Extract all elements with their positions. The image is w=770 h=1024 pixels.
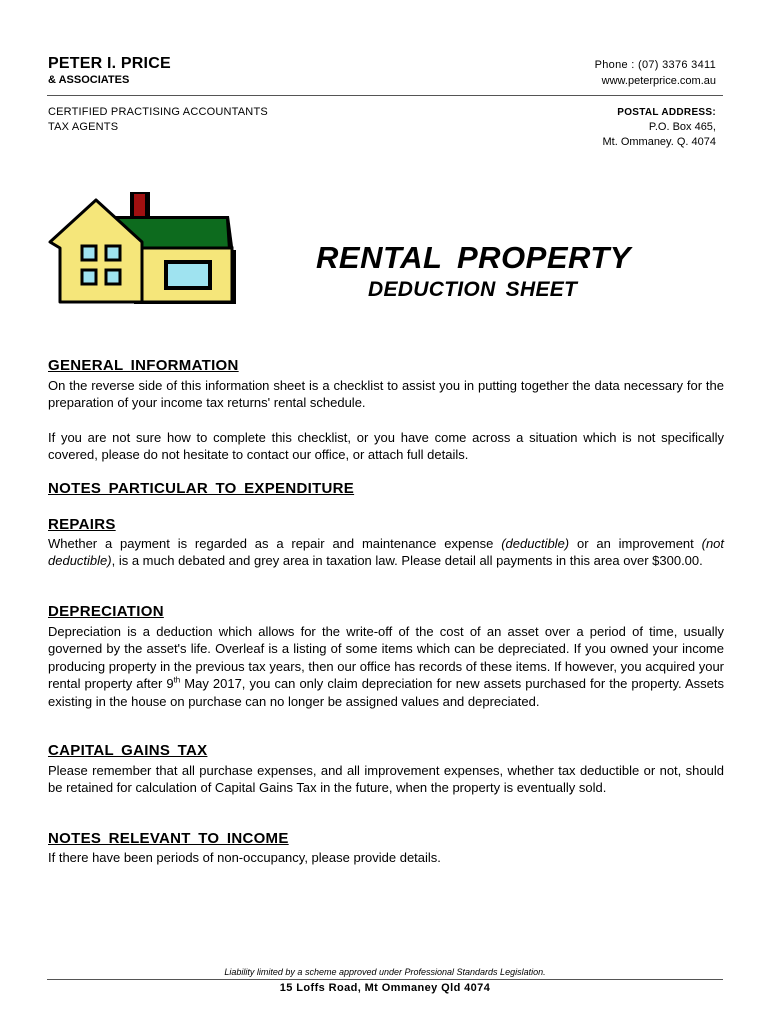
- website-link[interactable]: www.peterprice.com.au: [601, 75, 716, 87]
- house-icon: [46, 188, 238, 306]
- section-heading-repairs: REPAIRS: [48, 516, 116, 533]
- repairs-paragraph: Whether a payment is regarded as a repair and maintenance expense (deductible) or an improvement (not deductible), is a much debated and grey area in taxation law. Please detail all payments in this area over $300.00.: [48, 536, 725, 569]
- section-heading-expenditure: NOTES PARTICULAR TO EXPENDITURE: [48, 480, 355, 497]
- deductible-note: (deductible): [501, 536, 570, 551]
- general-paragraph-2: If you are not sure how to complete this checklist, or you have come across a situation which is not specifically covered, please do not hesitate to contact our office, or attach full details.: [48, 430, 724, 463]
- qualification-line: TAX AGENTS: [48, 121, 119, 133]
- postal-address-line: Mt. Ommaney. Q. 4074: [602, 136, 716, 148]
- not-deductible-note: (not deductible): [48, 536, 725, 569]
- phone-number: Phone : (07) 3376 3411: [594, 59, 716, 71]
- header-divider: [47, 95, 723, 96]
- income-paragraph: If there have been periods of non-occupancy, please provide details.: [48, 850, 441, 865]
- section-heading-general: GENERAL INFORMATION: [48, 357, 239, 374]
- postal-address: [602, 105, 716, 150]
- footer-address: 15 Loffs Road, Mt Ommaney Qld 4074: [279, 982, 491, 994]
- qualifications: [48, 105, 268, 135]
- depreciation-paragraph: Depreciation is a deduction which allows for the write-off of the cost of an asset over a period of time, usually governed by the asset's life. Overleaf is a listing of some items which can be depreciated. If you owned your income producing property in the previous tax years, then our office has records of these items. If however, you acquired your rental property after 9th May 2017, you can only claim depreciation for new assets purchased for the property. Assets existing in the house on purchase can no longer be assigned values and depreciated.: [48, 624, 725, 709]
- footer-liability-note: Liability limited by a scheme approved under Professional Standards Legislation.: [224, 967, 546, 977]
- document-title: RENTAL PROPERTY: [316, 240, 631, 275]
- section-heading-income: NOTES RELEVANT TO INCOME: [48, 830, 289, 847]
- postal-address-label: POSTAL ADDRESS:: [617, 107, 716, 118]
- qualification-line: CERTIFIED PRACTISING ACCOUNTANTS: [48, 106, 268, 118]
- footer-divider: [47, 979, 723, 980]
- general-paragraph-1: On the reverse side of this information sheet is a checklist to assist you in putting together the data necessary for the preparation of your income tax returns' rental schedule.: [48, 378, 724, 411]
- section-heading-cgt: CAPITAL GAINS TAX: [48, 742, 208, 759]
- document-subtitle: DEDUCTION SHEET: [368, 278, 578, 301]
- firm-name: PETER I. PRICE: [48, 55, 171, 72]
- cgt-paragraph: Please remember that all purchase expenses, and all improvement expenses, whether tax deductible or not, should be retained for calculation of Capital Gains Tax in the future, when the property is eventually sold.: [48, 763, 724, 796]
- section-heading-depreciation: DEPRECIATION: [48, 603, 164, 620]
- postal-address-line: P.O. Box 465,: [648, 121, 716, 133]
- firm-subtitle: & ASSOCIATES: [48, 74, 130, 86]
